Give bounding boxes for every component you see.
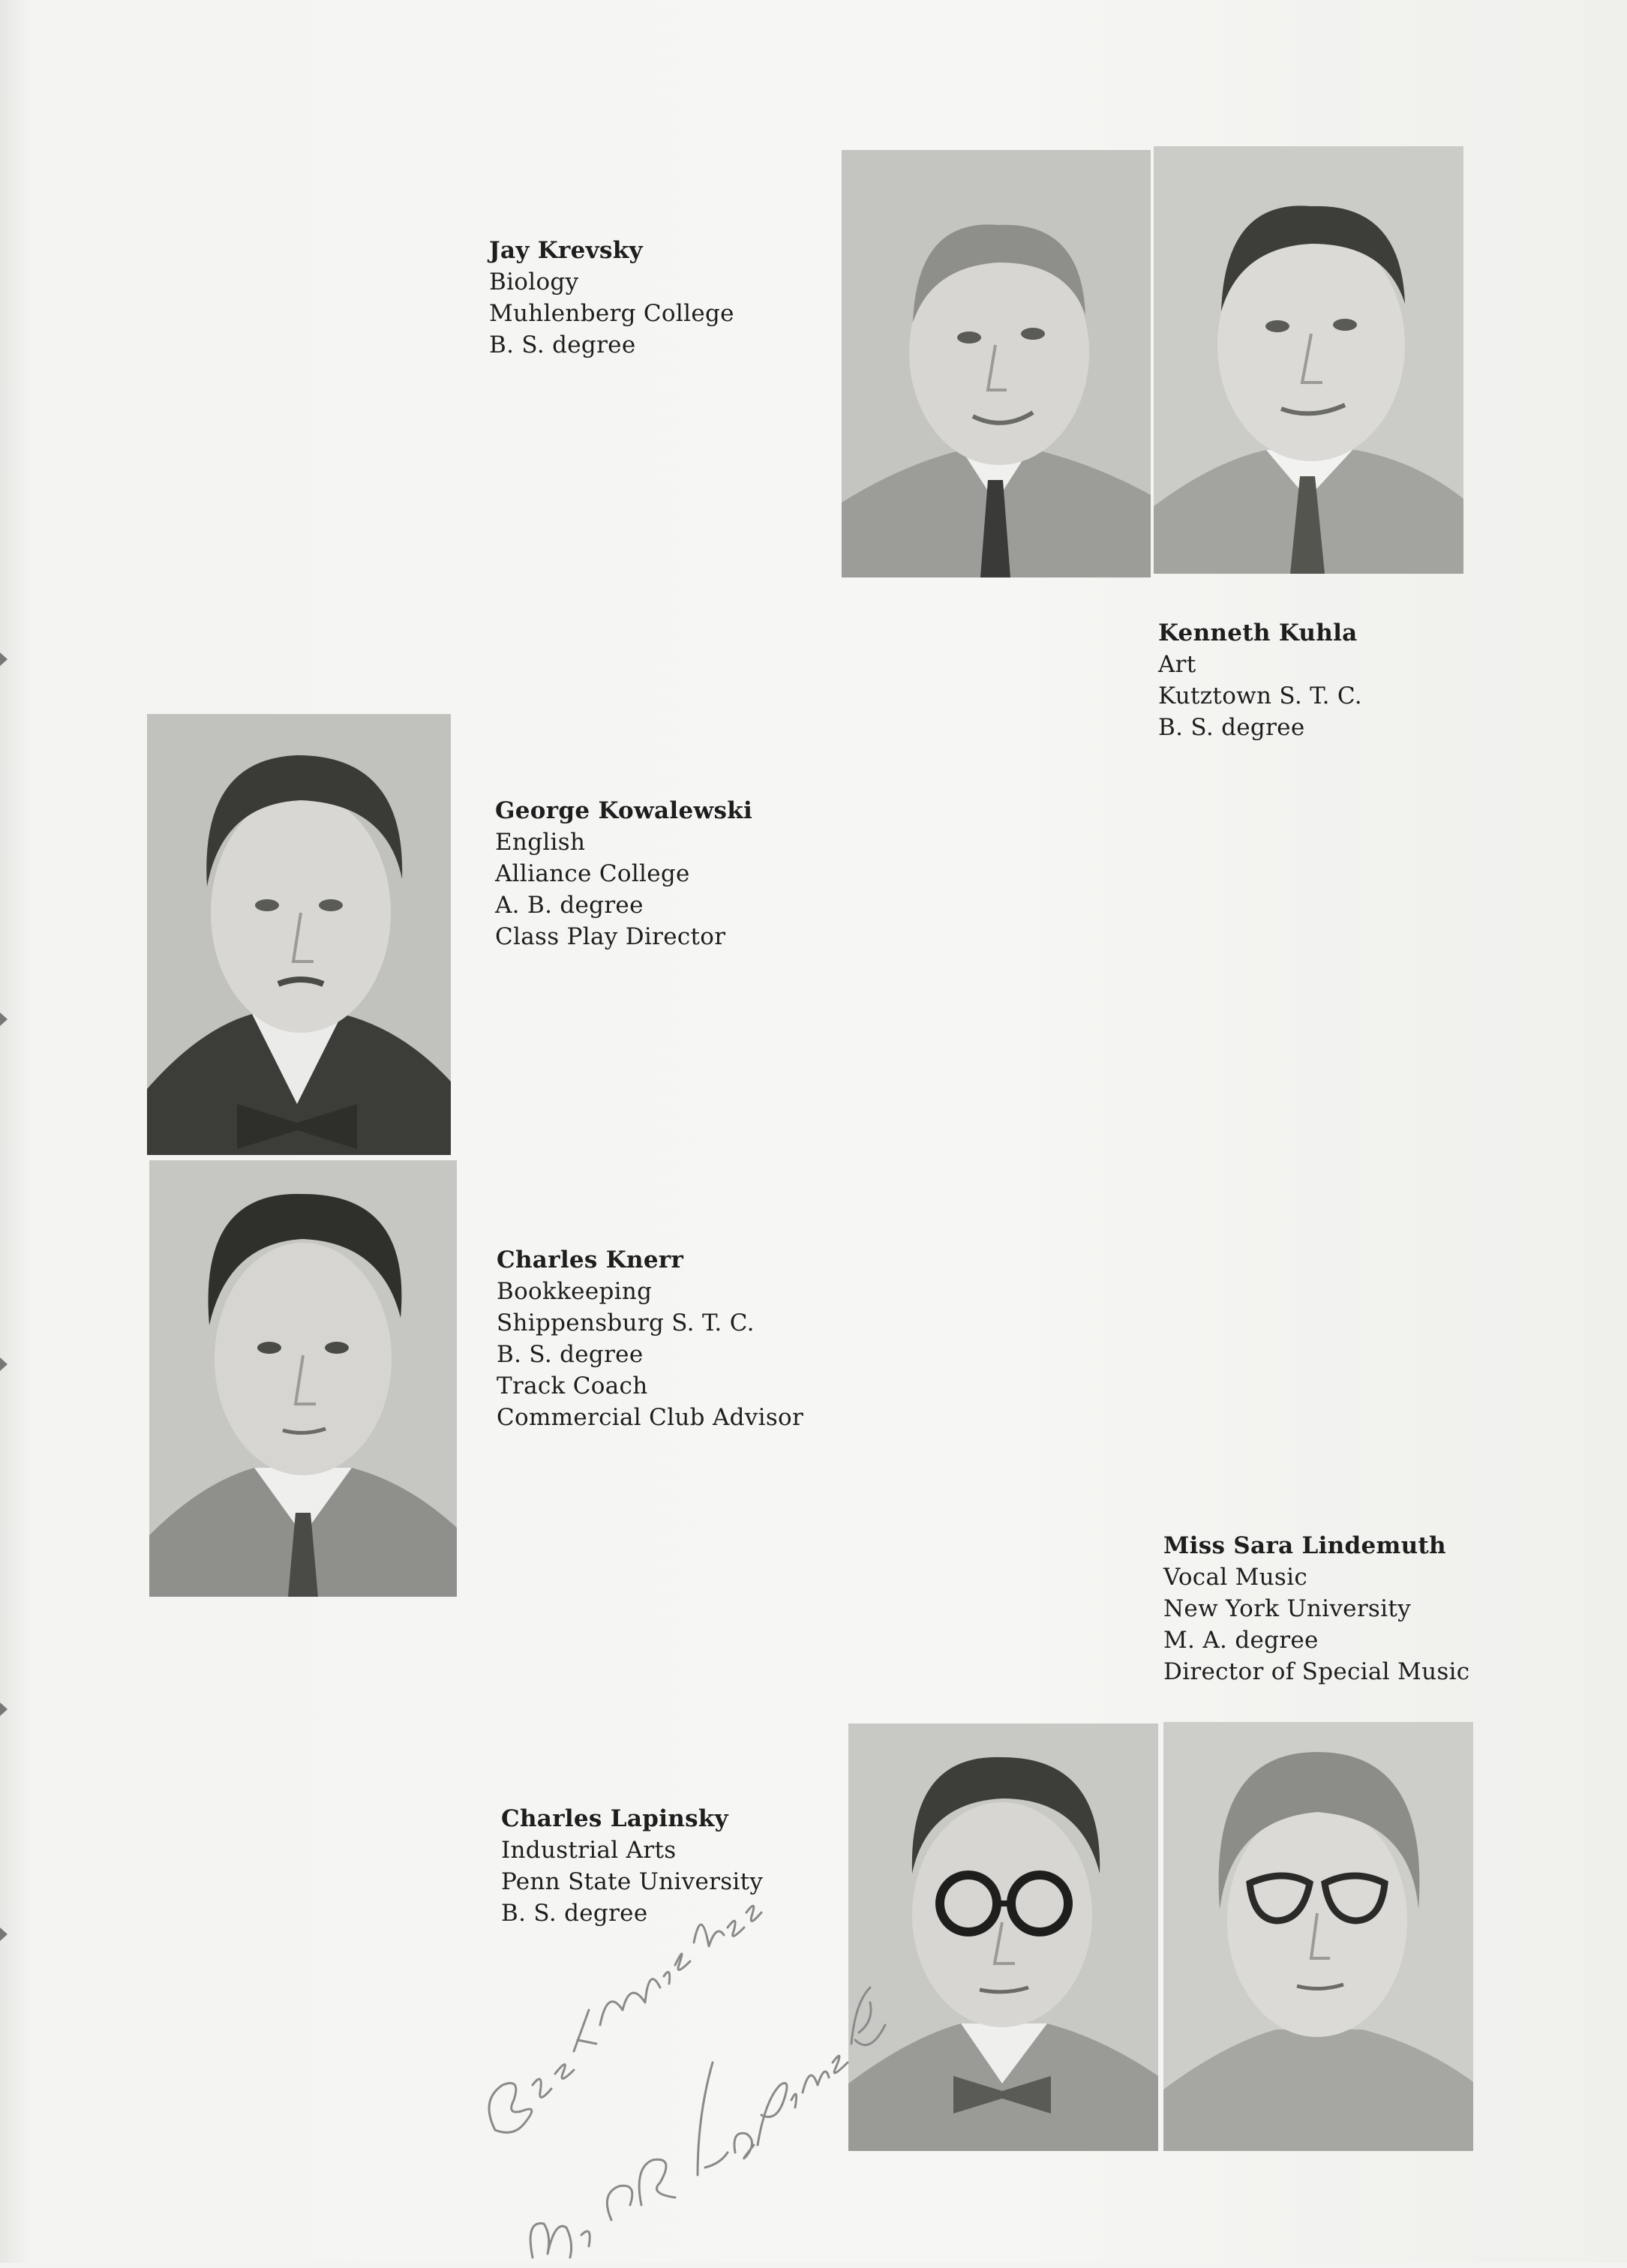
faculty-subject: Vocal Music <box>1163 1564 1308 1591</box>
faculty-activity: Class Play Director <box>495 923 726 950</box>
faculty-degree: B. S. degree <box>489 332 636 358</box>
handwritten-signature <box>450 1815 915 2265</box>
binding-mark <box>0 1012 8 1026</box>
faculty-school: Alliance College <box>495 860 690 887</box>
faculty-name: Charles Knerr <box>497 1246 684 1274</box>
faculty-school: Kutztown S. T. C. <box>1158 682 1362 710</box>
faculty-name: Miss Sara Lindemuth <box>1163 1532 1446 1559</box>
faculty-activity: Commercial Club Advisor <box>497 1404 804 1431</box>
faculty-activity: Director of Special Music <box>1163 1658 1470 1685</box>
portrait-knerr <box>149 1160 457 1597</box>
faculty-name: Jay Krevsky <box>489 237 643 264</box>
binding-mark <box>0 652 8 666</box>
caption-kowalewski <box>495 795 752 952</box>
faculty-subject: Industrial Arts <box>501 1837 677 1864</box>
caption-krevsky <box>489 235 734 361</box>
binding-mark <box>0 1358 8 1371</box>
faculty-school: Penn State University <box>501 1868 764 1895</box>
binding-mark <box>0 1928 8 1941</box>
faculty-subject: Bookkeeping <box>497 1278 653 1305</box>
faculty-name: Kenneth Kuhla <box>1158 620 1358 646</box>
faculty-subject: Art <box>1158 651 1196 678</box>
faculty-degree: B. S. degree <box>1158 714 1305 741</box>
faculty-subject: English <box>495 829 586 856</box>
faculty-name: George Kowalewski <box>495 797 753 824</box>
faculty-degree: M. A. degree <box>1163 1627 1319 1654</box>
binding-mark <box>0 1702 8 1716</box>
portrait-krevsky <box>842 150 1151 578</box>
faculty-name: Charles Lapinsky <box>501 1805 728 1832</box>
faculty-degree: B. S. degree <box>501 1900 648 1927</box>
caption-kuhla <box>1158 617 1362 743</box>
faculty-school: New York University <box>1163 1595 1411 1622</box>
faculty-school: Shippensburg S. T. C. <box>497 1310 755 1336</box>
portrait-lindemuth <box>1163 1722 1473 2151</box>
faculty-school: Muhlenberg College <box>489 300 734 327</box>
faculty-degree: B. S. degree <box>497 1341 644 1368</box>
faculty-degree: A. B. degree <box>495 892 644 919</box>
portrait-kuhla <box>1154 146 1463 574</box>
caption-knerr <box>497 1244 803 1433</box>
faculty-activity: Track Coach <box>497 1372 648 1400</box>
portrait-kowalewski <box>147 714 451 1155</box>
faculty-subject: Biology <box>489 268 579 296</box>
caption-lindemuth <box>1163 1530 1469 1688</box>
